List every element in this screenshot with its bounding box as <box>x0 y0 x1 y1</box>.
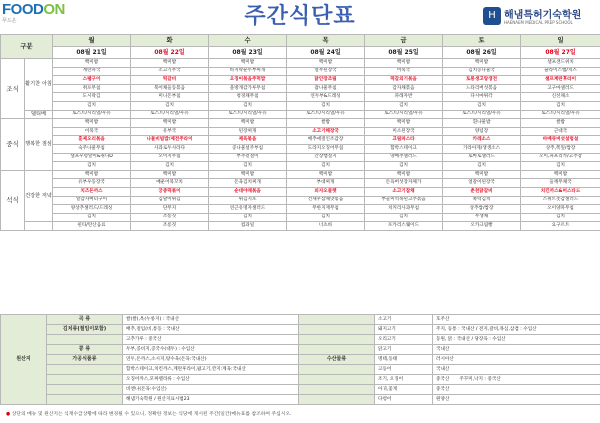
menu-cell: 쌀밥 <box>287 119 365 128</box>
menu-row <box>1 170 600 179</box>
menu-cell: 김치 <box>53 213 131 222</box>
origin-row <box>1 325 600 335</box>
menu-cell: 미소된장국 <box>365 127 443 136</box>
menu-row <box>1 179 600 188</box>
menu-cell: 김치 <box>521 213 600 222</box>
origin-right-item: 명태,동태 <box>375 355 433 365</box>
menu-cell: 오이양파무침 <box>521 205 600 214</box>
menu-cell: 백미밥 <box>209 59 287 68</box>
menu-cell: 양상추샐러드/드레싱 <box>53 205 131 214</box>
origin-right-item: 오리고기 <box>375 335 433 345</box>
origin-right-item: 닭고기 <box>375 345 433 355</box>
menu-cell: 김치 <box>53 101 131 110</box>
menu-cell: 김치 <box>521 101 600 110</box>
menu-row <box>1 93 600 102</box>
menu-cell: 돈육버섯장자체가 <box>365 179 443 188</box>
menu-cell: 토스트/시리얼/우유 <box>131 110 209 119</box>
menu-cell: 들깨무채국 <box>521 179 600 188</box>
menu-cell: 북어채들동볶음 <box>131 84 209 93</box>
origin-left-value: 배추,절임(비,통동 : 국내산 <box>123 325 299 335</box>
menu-cell: 김치 <box>287 213 365 222</box>
menu-row <box>1 144 600 153</box>
school-mark-icon: H <box>483 7 501 25</box>
meal-sub-label: 행복한 점심 <box>25 119 53 171</box>
menu-row <box>1 187 600 196</box>
date-header: 08월 21일 <box>53 47 131 59</box>
menu-cell: 부대찌개 <box>287 179 365 188</box>
menu-cell: 토스트/시리얼/우유 <box>365 110 443 119</box>
meal-label: 조식 <box>1 59 25 119</box>
menu-cell: 셀프우렁알이&취나D <box>53 153 131 162</box>
meal-sub-label: 델티베 <box>25 110 53 119</box>
origin-row <box>1 315 600 325</box>
origin-right-item: 조기, 오징어 <box>375 375 433 385</box>
menu-cell: 매운어묵꼬치 <box>131 179 209 188</box>
origin-left-value: 연두,돈까스,소시지,탕수육(돈육:국내산) <box>123 355 299 365</box>
page-title-text: 주간식단표 <box>244 4 356 29</box>
menu-cell: 바베큐버섯설렁설 <box>521 136 600 145</box>
menu-cell: 얼무된장국 <box>287 67 365 76</box>
menu-cell: 미니돈부침 <box>131 93 209 102</box>
menu-cell: 양배추샐러드 <box>365 153 443 162</box>
menu-cell: 김치 <box>365 213 443 222</box>
menu-cell: 된장찌개 <box>209 127 287 136</box>
menu-cell: 청경채무침 <box>209 93 287 102</box>
origin-left-value: 오징어까스,모짜렐라류 : 수입산 <box>123 375 299 385</box>
foodon-logo <box>2 2 72 30</box>
date-header: 08월 25일 <box>365 47 443 59</box>
menu-cell: 춘천닭갈비 <box>443 187 521 196</box>
menu-cell: 상추,쪽잎/쌈장 <box>521 144 600 153</box>
origin-row <box>1 335 600 345</box>
menu-cell: 건새우삼채맛볶음 <box>287 196 365 205</box>
origin-left-value: 고추가루 : 중국산 <box>123 335 299 345</box>
origin-row <box>1 385 600 395</box>
menu-cell: 백미밥 <box>209 119 287 128</box>
menu-row <box>1 84 600 93</box>
menu-cell: 백미밥 <box>131 119 209 128</box>
origin-left-category <box>47 335 123 345</box>
date-header-row <box>1 47 600 59</box>
origin-row <box>1 375 600 385</box>
day-header-row <box>1 35 600 47</box>
menu-cell: 간장쨈절지 <box>287 153 365 162</box>
menu-row <box>1 205 600 214</box>
menu-cell: 백미밥 <box>443 59 521 68</box>
origin-row <box>1 365 600 375</box>
menu-cell: 김치 <box>287 162 365 171</box>
date-header: 08월 24일 <box>287 47 365 59</box>
footer-notice <box>6 410 596 417</box>
logo-word-food: FOOD <box>2 1 44 18</box>
menu-cell: 조롱짓 <box>131 213 209 222</box>
menu-cell: 궁중떡볶이 <box>131 187 209 196</box>
menu-cell: 백미밥 <box>365 170 443 179</box>
menu-cell: 백미밥 <box>131 170 209 179</box>
date-header: 08월 26일 <box>443 47 521 59</box>
foodon-wordmark <box>2 2 72 18</box>
menu-cell: 닭안장조림 <box>287 76 365 85</box>
menu-cell: 느타리버섯볶음 <box>443 84 521 93</box>
menu-row <box>1 76 600 85</box>
menu-cell: 김치 <box>443 101 521 110</box>
menu-cell: 슬라이스햄/치즈 <box>521 67 600 76</box>
menu-row <box>1 213 600 222</box>
meal-label: 석식 <box>1 170 25 230</box>
menu-row <box>1 153 600 162</box>
origin-left-category <box>47 365 123 375</box>
menu-cell: 김치 <box>521 162 600 171</box>
menu-cell: 계란파국 <box>53 67 131 76</box>
menu-cell: 백미밥 <box>287 59 365 68</box>
menu-cell: 사과로두사라다 <box>131 144 209 153</box>
origin-right-category <box>299 385 375 395</box>
meal-sub-label: 활기찬 아침 <box>25 59 53 111</box>
origin-right-category <box>299 315 375 325</box>
origin-right-category <box>299 325 375 335</box>
menu-cell: 쭉떡김치 <box>443 196 521 205</box>
menu-cell: 김치 <box>443 162 521 171</box>
meal-label: 중식 <box>1 119 25 171</box>
menu-cell: 김치콩나물국 <box>443 67 521 76</box>
menu-cell: 도시락김 <box>53 93 131 102</box>
origin-right-item: 돼지고기 <box>375 325 433 335</box>
menu-cell: 단무지 <box>131 205 209 214</box>
menu-cell: 다시마튀각 <box>443 93 521 102</box>
menu-cell: 잡나물무침 <box>287 84 365 93</box>
origin-left-value: 두부,콩비지,콩국수(대두) : 수입산 <box>123 345 299 355</box>
origin-left-value: 쌀(쌀),옥(누룽지) : 국내산 <box>123 315 299 325</box>
menu-cell: 도라지오징어무침 <box>287 144 365 153</box>
origin-left-category <box>47 375 123 385</box>
menu-cell: 백미밥 <box>53 170 131 179</box>
menu-cell: 김말이튀김 <box>131 196 209 205</box>
gubun-header: 구분 <box>1 35 53 59</box>
origin-left-value: 함박스테이크,치킨까스,계란후라이,팝고기,깐지:계육:국내산 <box>123 365 299 375</box>
menu-cell: 스위트옷감샐러드 <box>521 196 600 205</box>
menu-cell: 김치 <box>131 162 209 171</box>
footer-text: 상단의 메뉴 및 원산지는 식재수급상황에 따라 변경될 수 있으니, 정확한 정보는 식당에 게시된 주간(일간)메뉴표를 참조하여 주십시오. <box>11 412 292 417</box>
menu-cell: 김치 <box>131 101 209 110</box>
origin-row <box>1 345 600 355</box>
meal-sub-label: 건강한 저녁 <box>25 170 53 222</box>
origin-right-item: 고등어 <box>375 365 433 375</box>
menu-cell: 핀타/탄산음료 <box>53 222 131 231</box>
menu-row <box>1 119 600 128</box>
menu-cell: 스팸구이 <box>53 76 131 85</box>
menu-cell: 근대국 <box>521 127 600 136</box>
menu-cell: 김치 <box>287 101 365 110</box>
origin-right-origin: 국내산 <box>433 345 600 355</box>
menu-cell: 순대야채볶음 <box>209 187 287 196</box>
logo-word-on: ON <box>43 1 65 18</box>
origin-right-origin: 동원, 닭 : 국내산 / 당장육 : 수입산 <box>433 335 600 345</box>
menu-cell: 소고기잡채 <box>365 187 443 196</box>
menu-cell: 토통생고랑갱전 <box>443 76 521 85</box>
menu-row <box>1 222 600 231</box>
menu-cell: 흰나물밥 <box>443 119 521 128</box>
origin-title: 원산지 <box>1 315 47 405</box>
menu-cell: 훈제오리볶음 <box>53 136 131 145</box>
menu-cell: 토스트/시리얼/우유 <box>521 110 600 119</box>
menu-cell: 카레소스 <box>443 136 521 145</box>
menu-cell: 연두부&드레싱 <box>287 93 365 102</box>
menu-cell: 돈육김치찌개 <box>209 179 287 188</box>
menu-cell: 쥐포무침 <box>53 84 131 93</box>
menu-cell: 파래자반 <box>365 93 443 102</box>
origin-right-origin: 주지, 등통 : 국내산 / 전지,갈비,목심,삼겹 : 수입산 <box>433 325 600 335</box>
day-header: 금 <box>365 35 443 47</box>
menu-cell: 컵과일 <box>209 222 287 231</box>
origin-right-category <box>299 375 375 385</box>
menu-row <box>1 127 600 136</box>
menu-cell: 가라아게/생생소스 <box>443 144 521 153</box>
menu-cell: 토스트/시리얼/우유 <box>287 110 365 119</box>
menu-cell: 백미밥 <box>287 170 365 179</box>
menu-cell: 오카크림빵 <box>443 222 521 231</box>
menu-cell: 감자채볶음 <box>365 84 443 93</box>
menu-cell: 요구르트 <box>521 222 600 231</box>
menu-cell: 떡갈비 <box>131 76 209 85</box>
menu-cell: 무생채 <box>443 213 521 222</box>
origin-right-category <box>299 335 375 345</box>
menu-cell: 조롱짓 <box>131 222 209 231</box>
school-logo <box>483 5 598 31</box>
origin-right-origin: 호주산 <box>433 315 600 325</box>
menu-cell: 상추쌈/쌈장 <box>443 205 521 214</box>
origin-left-value: 해냄기숙학원 / 원산지표시법23 <box>123 395 299 405</box>
origin-right-origin: 중국산 주꾸미,낙지 : 중국산 <box>433 375 600 385</box>
menu-cell: 고구마샐러드 <box>521 84 600 93</box>
origin-right-origin: 원양산 <box>433 395 600 405</box>
menu-cell: 백미밥 <box>53 59 131 68</box>
menu-cell: 쌀밥 <box>521 119 600 128</box>
menu-cell: 포카리스웨이드 <box>365 222 443 231</box>
menu-cell: 오징어볶음주먹밥 <box>209 76 287 85</box>
origin-left-category: 곡 류 <box>47 315 123 325</box>
origin-right-item: 소고기 <box>375 315 433 325</box>
menu-cell: 부들미역목된고추볶음 <box>365 196 443 205</box>
menu-cell: 무한지재무침 <box>287 205 365 214</box>
menu-cell: 토스트/시리얼/우유 <box>209 110 287 119</box>
menu-cell: 김치 <box>365 101 443 110</box>
date-header: 08월 27일 <box>521 47 600 59</box>
menu-cell: 숙주나물무침 <box>53 144 131 153</box>
menu-cell: 바지락순두부찌개 <box>209 67 287 76</box>
menu-cell: 부추겉절이 <box>209 153 287 162</box>
origin-left-category <box>47 385 123 395</box>
origin-left-value: 비엔나(돈육:수입산) <box>123 385 299 395</box>
origin-left-category: 가공식품류 <box>47 355 123 365</box>
menu-cell: 셀프샌드위치 <box>521 59 600 68</box>
origin-left-category: 김치류(절임이포함) <box>47 325 123 335</box>
menu-cell: 함박스테이크 <box>365 144 443 153</box>
menu-cell: 토스트/시리얼/우유 <box>53 110 131 119</box>
menu-row <box>1 136 600 145</box>
menu-cell: 올방개감가루무침 <box>209 84 287 93</box>
menu-cell: 소고기해장국 <box>287 127 365 136</box>
menu-cell: 배추애절인조갑장 <box>287 136 365 145</box>
menu-cell: 백미밥 <box>53 119 131 128</box>
menu-cell: 소고기무국 <box>131 67 209 76</box>
weekly-menu-table <box>0 34 600 231</box>
menu-row <box>1 59 600 68</box>
page-title <box>150 3 450 31</box>
menu-cell: 김치 <box>209 101 287 110</box>
day-header: 토 <box>443 35 521 47</box>
menu-cell: 양념장 <box>443 127 521 136</box>
menu-cell: 오이지무침 <box>131 153 209 162</box>
menu-cell: 신선채소 <box>521 93 600 102</box>
menu-cell: 어묵국 <box>53 127 131 136</box>
menu-cell: 치즈돈까스 <box>53 187 131 196</box>
menu-cell: 제육볶음 <box>209 136 287 145</box>
menu-cell: 크림파스타 <box>365 136 443 145</box>
origin-right-item: 다령어 <box>375 395 433 405</box>
menu-cell: 백미밥 <box>131 59 209 68</box>
menu-row <box>1 196 600 205</box>
origin-table <box>0 314 600 405</box>
menu-cell: 김치 <box>209 213 287 222</box>
origin-extra: 주꾸미,낙지 : 중국산 <box>459 376 501 382</box>
menu-cell: 오이,파프리카/고추장 <box>521 153 600 162</box>
menu-row <box>1 101 600 110</box>
origin-right-item: 아귀,꽃게 <box>375 385 433 395</box>
menu-cell: 토스트/시리얼/우유 <box>443 110 521 119</box>
day-header: 화 <box>131 35 209 47</box>
menu-cell: 유부우동장국 <box>53 179 131 188</box>
menu-cell: 튀김지포 <box>209 196 287 205</box>
meal-sub-label <box>25 222 53 231</box>
origin-right-category: 수산물류 <box>299 355 375 365</box>
origin-row <box>1 395 600 405</box>
origin-right-origin: 러시아산 <box>433 355 600 365</box>
date-header: 08월 23일 <box>209 47 287 59</box>
origin-right-category <box>299 345 375 355</box>
menu-cell: 김치 <box>365 162 443 171</box>
menu-row <box>1 162 600 171</box>
day-header: 월 <box>53 35 131 47</box>
menu-cell: 어묵국 <box>365 67 443 76</box>
menu-cell: 셀프계란후라이 <box>521 76 600 85</box>
menu-cell: 치킨까스&머스타드 <box>521 187 600 196</box>
date-header: 08월 22일 <box>131 47 209 59</box>
origin-right-origin: 중국산 <box>433 385 600 395</box>
origin-right-category <box>299 365 375 375</box>
menu-cell: 백미밥 <box>443 170 521 179</box>
menu-cell: 피자오믈렛 <box>287 187 365 196</box>
origin-left-category <box>47 395 123 405</box>
menu-cell: 떡갈외기볶음 <box>365 76 443 85</box>
menu-cell: 김치 <box>209 162 287 171</box>
origin-row <box>1 355 600 365</box>
menu-cell: 얼갈이된장국 <box>443 179 521 188</box>
menu-cell: 유부국 <box>131 127 209 136</box>
menu-cell: 콩나물설주부침 <box>209 144 287 153</box>
menu-cell: 연근유명자샐러드 <box>209 205 287 214</box>
school-name-en: HAENAEM MEDICAL PREP SCHOOL <box>504 20 573 25</box>
menu-cell: 백미밥 <box>209 170 287 179</box>
menu-row <box>1 110 600 119</box>
day-header: 목 <box>287 35 365 47</box>
day-header: 수 <box>209 35 287 47</box>
menu-cell: 김치 <box>53 162 131 171</box>
origin-left-category: 콩 류 <box>47 345 123 355</box>
menu-cell: 토마토샐러드 <box>443 153 521 162</box>
footer-bullet: ● <box>6 412 11 417</box>
menu-cell: 나물비빔밥/제전주라이 <box>131 136 209 145</box>
menu-cell: 알감자버터구이 <box>53 196 131 205</box>
origin-right-origin: 국내산 <box>433 365 600 375</box>
menu-cell: 백미밥 <box>521 170 600 179</box>
menu-cell: 치커리사과무침 <box>365 205 443 214</box>
foodon-sub: 푸드온 <box>2 18 17 24</box>
menu-cell: 너츠바 <box>287 222 365 231</box>
menu-cell: 백미밥 <box>365 59 443 68</box>
origin-right-category <box>299 395 375 405</box>
menu-cell: 백미밥 <box>365 119 443 128</box>
school-name: 해냄특허기숙학원 <box>504 10 582 21</box>
menu-row <box>1 67 600 76</box>
header <box>0 0 600 34</box>
day-header: 일 <box>521 35 600 47</box>
